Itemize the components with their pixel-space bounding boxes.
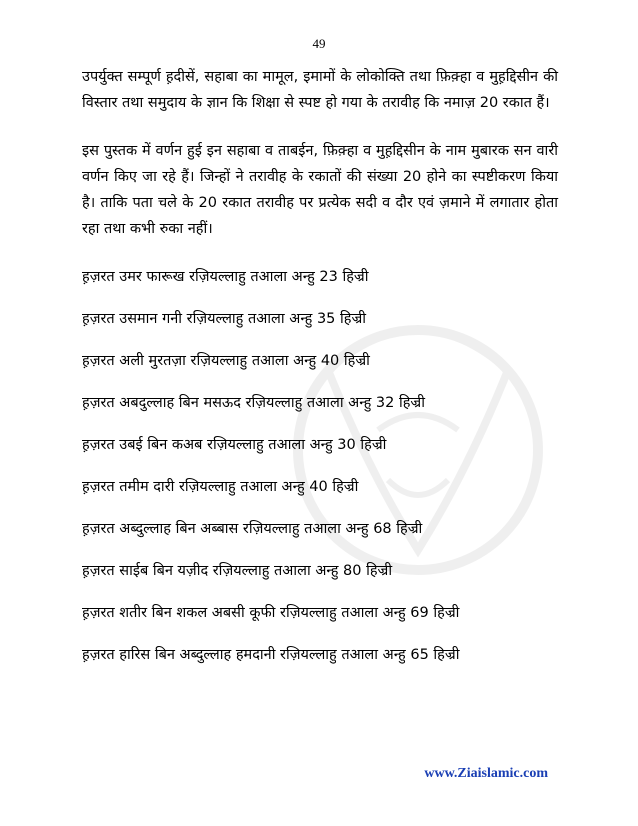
list-item: ह़ज़रत तमीम दारी रज़ियल्लाहु तआला अन्हु 40 हिज्री: [82, 479, 359, 495]
list-item: ह़ज़रत अबदुल्लाह बिन मसऊद रज़ियल्लाहु तआला अन्हु 32 हिज्री: [82, 395, 426, 411]
list-item: ह़ज़रत उमर फारूख रज़ियल्लाहु तआला अन्हु 23 हिज्री: [82, 269, 369, 285]
description-paragraph: इस पुस्तक में वर्णन हुई इन सहाबा व ताबईन, फ़िक़्हा व मुह़द्दिसीन के नाम मुबारक सन वारी वर्णन किए जा रहे हैं। जिन्हों ने तरावीह के रकातों की संख्या 20 होने का स्पष्टीकरण किया है। ताकि पता चले के 20 रकात तरावीह पर प्रत्येक सदी व दौर एवं ज़माने में लगातार होता रहा तथा कभी रुका नहीं।: [82, 143, 558, 237]
list-item: ह़ज़रत उबई बिन कअब रज़ियल्लाहु तआला अन्हु 30 हिज्री: [82, 437, 387, 453]
list-item: ह़ज़रत उसमान गनी रज़ियल्लाहु तआला अन्हु 35 हिज्री: [82, 311, 367, 327]
page-number: 49: [312, 36, 326, 51]
companions-list: [82, 264, 558, 668]
page-content: [82, 64, 558, 684]
list-item: ह़ज़रत हारिस बिन अब्दुल्लाह हमदानी रज़ियल्लाहु तआला अन्हु 65 हिज्री: [82, 647, 460, 663]
intro-paragraph: उपर्युक्त सम्पूर्ण ह़दीसें, सहाबा का मामूल, इमामों के लोकोक्ति तथा फ़िक़्हा व मुह़द्दिसीन की विस्तार तथा समुदाय के ज्ञान कि शिक्षा से स्पष्ट हो गया के तरावीह कि नमाज़ 20 रकात हैं।: [82, 69, 558, 111]
list-item: ह़ज़रत शतीर बिन शकल अबसी कूफी रज़ियल्लाहु तआला अन्हु 69 हिज्री: [82, 605, 460, 621]
list-item: ह़ज़रत साईब बिन यज़ीद रज़ियल्लाहु तआला अन्हु 80 हिज्री: [82, 563, 393, 579]
list-item: ह़ज़रत अब्दुल्लाह बिन अब्बास रज़ियल्लाहु तआला अन्हु 68 हिज्री: [82, 521, 423, 537]
website-link[interactable]: www.Ziaislamic.com: [424, 766, 548, 781]
list-item: ह़ज़रत अली मुरतज़ा रज़ियल्लाहु तआला अन्हु 40 हिज्री: [82, 353, 370, 369]
